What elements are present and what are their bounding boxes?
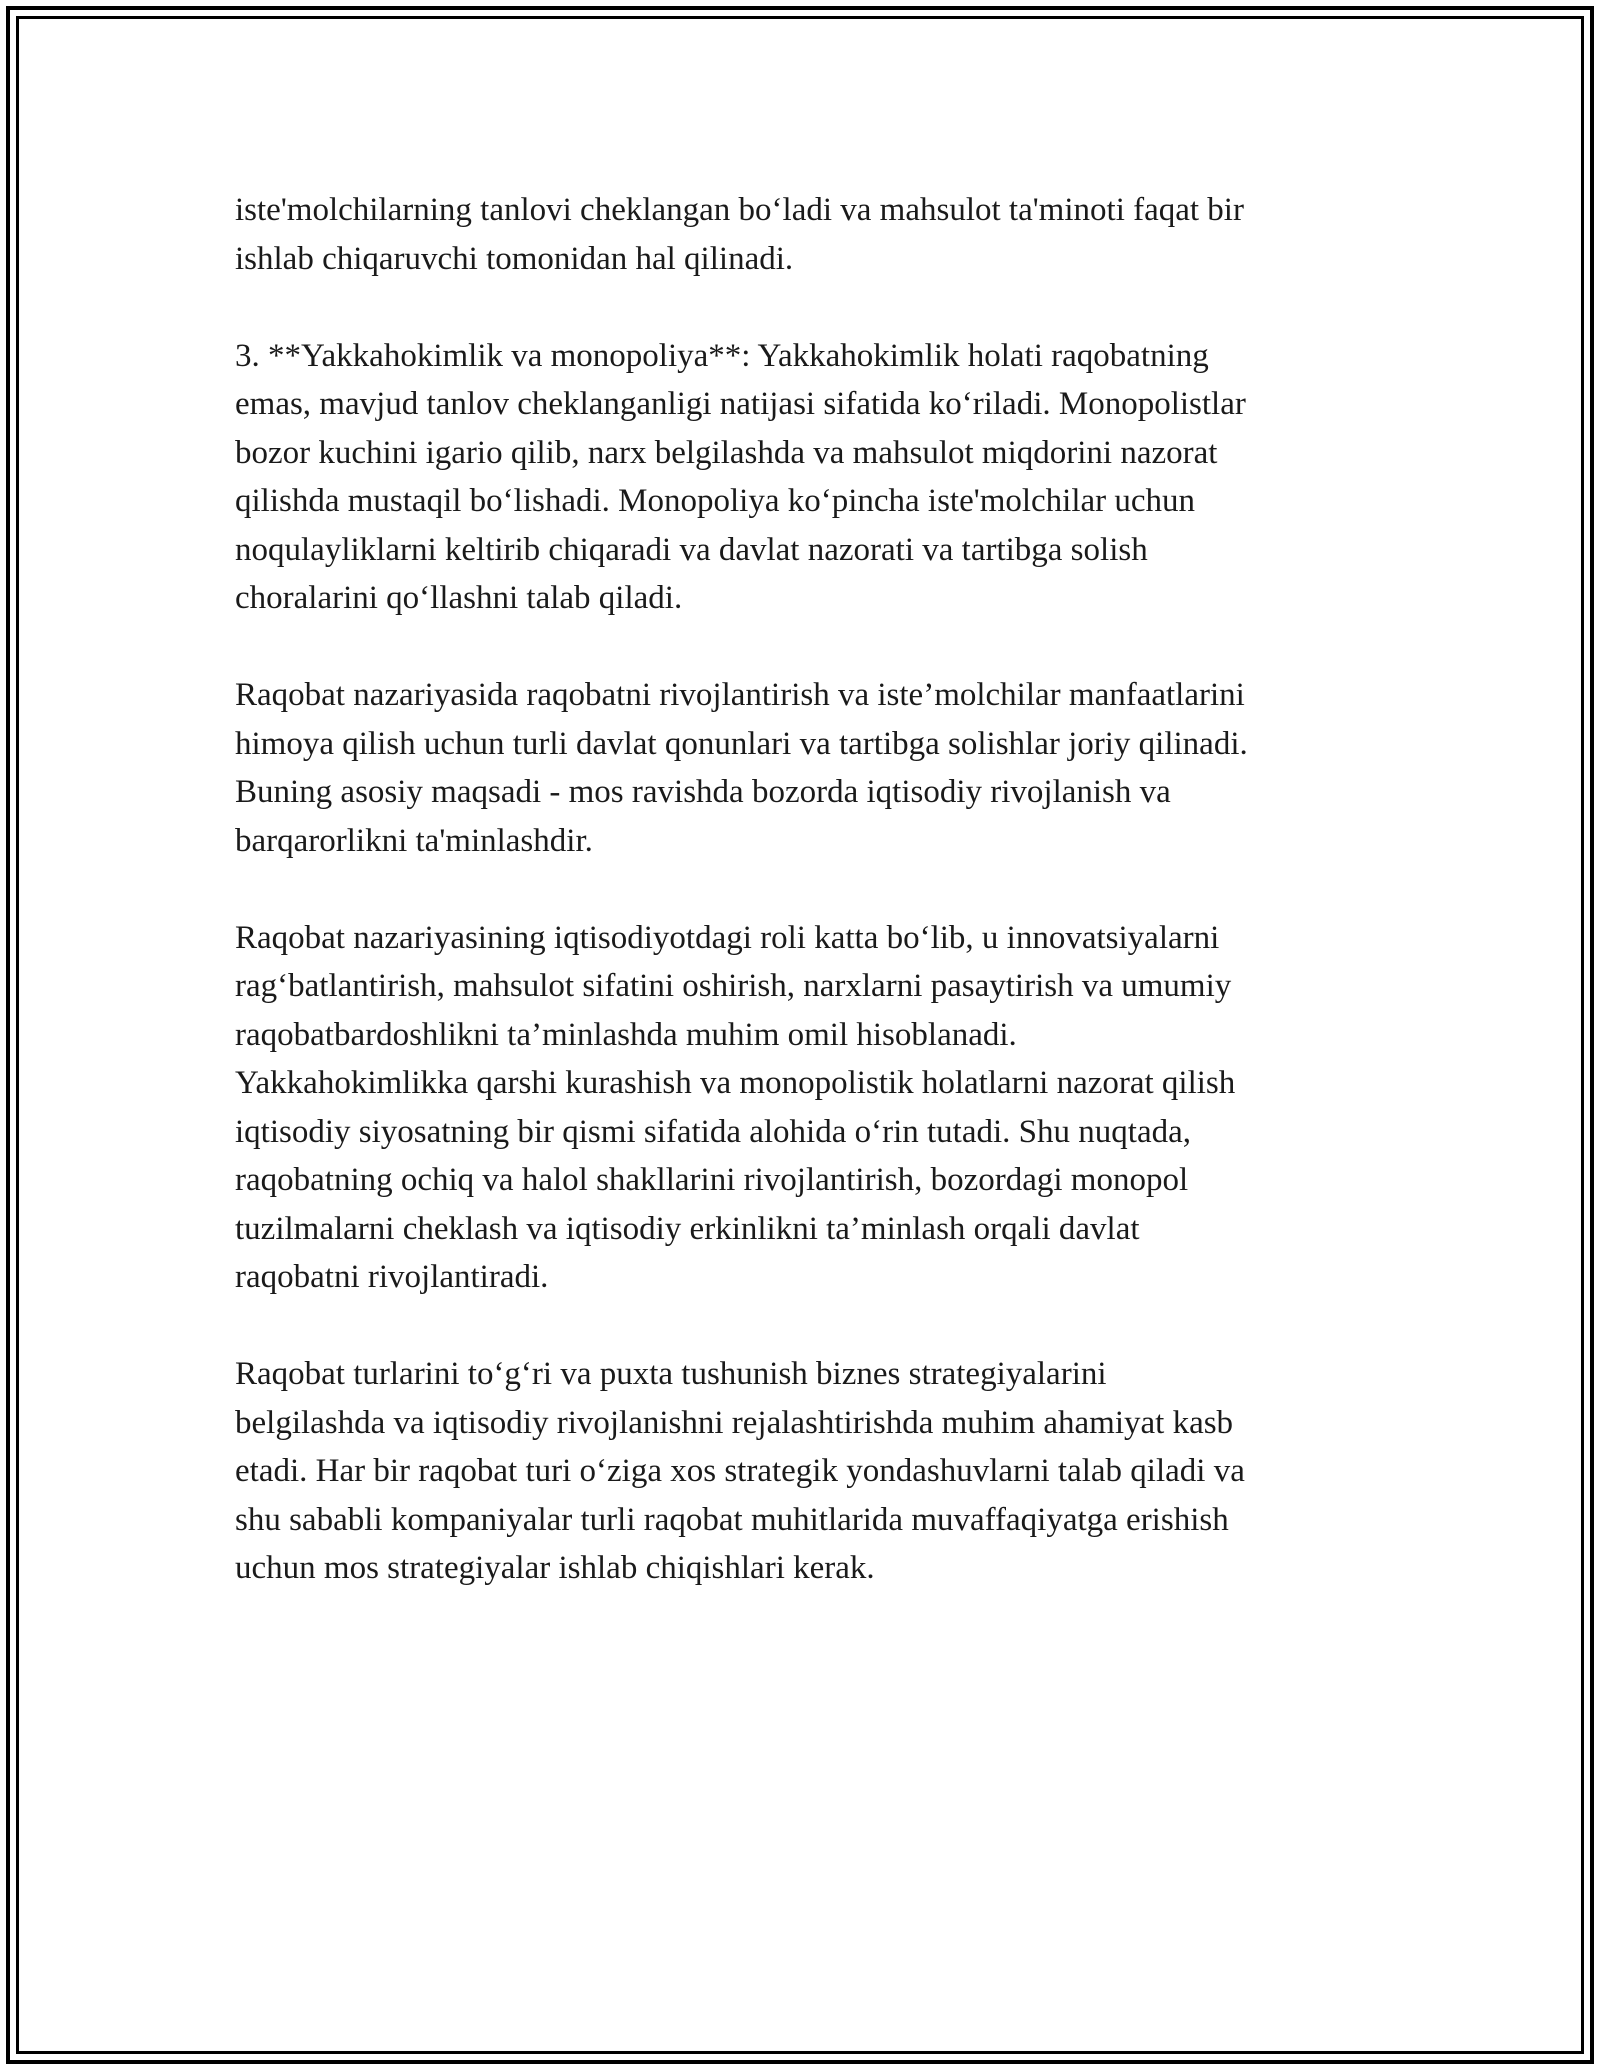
paragraph-consumer-choice: iste'molchilarning tanlovi cheklangan bo‘ladi va mahsulot ta'minoti faqat bir ishlab chiqaruvchi tomonidan hal qilinadi. [235, 192, 1244, 277]
paragraph-competition-theory: Raqobat nazariyasida raqobatni rivojlantirish va iste’molchilar manfaatlarini himoya qilish uchun turli davlat qonunlari va tartibga solishlar joriy qilinadi. Buning asosiy maqsadi - mos ravishda bozorda iqtisodiy rivojlanish va barqarorlikni ta'minlashdir. [235, 677, 1248, 859]
paragraph-competition-types: Raqobat turlarini to‘g‘ri va puxta tushunish biznes strategiyalarini belgilashda va iqtisodiy rivojlanishni rejalashtirishda muhim ahamiyat kasb etadi. Har bir raqobat turi o‘ziga xos strategik yondashuvlarni talab qiladi va shu sababli kompaniyalar turli raqobat muhitlarida muvaffaqiyatga erishish uchun mos strategiyalar ishlab chiqishlari kerak. [235, 1356, 1245, 1586]
document-body [235, 186, 1365, 1641]
paragraph-monopoly: 3. **Yakkahokimlik va monopoliya**: Yakkahokimlik holati raqobatning emas, mavjud tanlov cheklanganligi natijasi sifatida ko‘riladi. Monopolistlar bozor kuchini igario qilib, narx belgilashda va mahsulot miqdorini nazorat qilishda mustaqil bo‘lishadi. Monopoliya ko‘pincha iste'molchilar uchun noqulayliklarni keltirib chiqaradi va davlat nazorati va tartibga solish choralarini qo‘llashni talab qiladi. [235, 337, 1246, 616]
paragraph-economic-role: Raqobat nazariyasining iqtisodiyotdagi roli katta bo‘lib, u innovatsiyalarni rag‘batlantirish, mahsulot sifatini oshirish, narxlarni pasaytirish va umumiy raqobatbardoshlikni ta’minlashda muhim omil hisoblanadi. Yakkahokimlikka qarshi kurashish va monopolistik holatlarni nazorat qilish iqtisodiy siyosatning bir qismi sifatida alohida o‘rin tutadi. Shu nuqtada, raqobatning ochiq va halol shakllarini rivojlantirish, bozordagi monopol tuzilmalarni cheklash va iqtisodiy erkinlikni ta’minlash orqali davlat raqobatni rivojlantiradi. [235, 919, 1236, 1295]
